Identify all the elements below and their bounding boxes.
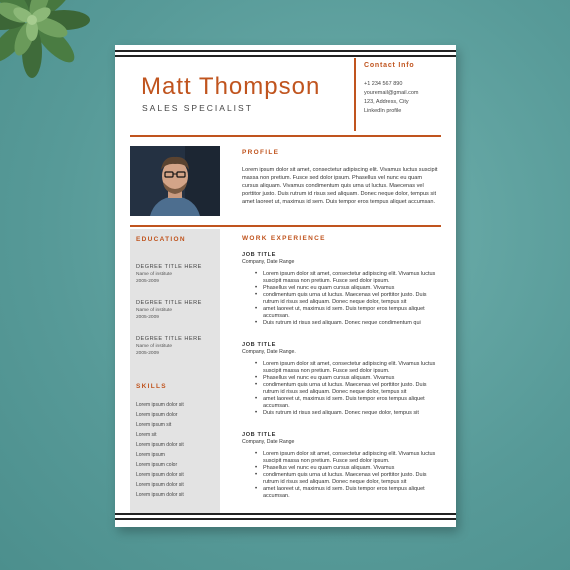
profile-photo: [130, 146, 220, 216]
job-title-2: JOB TITLE: [242, 342, 276, 348]
education-heading: EDUCATION: [136, 236, 186, 243]
education-degree-1: DEGREE TITLE HERE: [136, 264, 202, 270]
education-years-3: 2005-2009: [136, 351, 159, 356]
candidate-role: SALES SPECIALIST: [142, 103, 253, 113]
skill-item: Lorem ipsum: [136, 452, 165, 458]
top-border-line-2: [115, 55, 456, 57]
job-bullet: • amet laoreet ut, maximus id sem. Duis tempor eros tempus aliquet accumsan.: [255, 396, 440, 410]
skill-item: Lorem ipsum color: [136, 462, 178, 468]
profile-heading: PROFILE: [242, 149, 280, 156]
skill-item: Lorem ipsum dolor sit: [136, 482, 184, 488]
education-years-1: 2005-2009: [136, 279, 159, 284]
skill-item: Lorem sit: [136, 432, 157, 438]
contact-email: youremail@gmail.com: [364, 90, 419, 96]
job-company-2: Company, Date Range.: [242, 349, 296, 355]
candidate-name: Matt Thompson: [141, 73, 321, 100]
contact-phone: +1 234 567 890: [364, 81, 403, 87]
education-years-2: 2005-2009: [136, 315, 159, 320]
top-border-line: [115, 50, 456, 52]
work-heading: WORK EXPERIENCE: [242, 235, 326, 242]
education-school-1: Name of institute: [136, 272, 172, 277]
education-degree-3: DEGREE TITLE HERE: [136, 336, 202, 342]
resume-page: [115, 45, 456, 527]
job-bullet: • amet laoreet ut, maximus id sem. Duis tempor eros tempus aliquet accumsan.: [255, 486, 440, 500]
bottom-border-line-2: [115, 518, 456, 520]
job-bullets-1: [255, 271, 440, 327]
skills-heading: SKILLS: [136, 383, 167, 390]
job-title-1: JOB TITLE: [242, 252, 276, 258]
job-company-3: Company, Date Range: [242, 439, 295, 445]
job-company-1: Company, Date Range: [242, 259, 295, 265]
header-divider: [354, 58, 356, 131]
skill-item: Lorem ipsum dolor sit: [136, 402, 184, 408]
education-degree-2: DEGREE TITLE HERE: [136, 300, 202, 306]
profile-rule: [130, 225, 441, 227]
job-bullet: • Lorem ipsum dolor sit amet, consectetur adipiscing elit. Vivamus luctus suscipit massa non pretium. Fusce sed dolor ipsum.: [255, 271, 440, 285]
skill-item: Lorem ipsum dolor sit: [136, 472, 184, 478]
job-bullet: • condimentum quis urna ut luctus. Maecenas vel porttitor justo. Duis rutrum id risus sed aliquam. Donec neque dolor, tempus sit: [255, 472, 440, 486]
skill-item: Lorem ipsum dolor sit: [136, 442, 184, 448]
skill-item: Lorem ipsum sit: [136, 422, 172, 428]
profile-text: Lorem ipsum dolor sit amet, consectetur adipiscing elit. Vivamus luctus suscipit massa non pretium. Fusce sed dolor ipsum. Phasellus vel nunc eu quam cursus aliquam. Vivamus condimentum quis urna ut luctus. Maecenas vel porttitor justo. Duis rutrum id risus sed aliquam. Donec neque dolor, tempus sit amet laoreet ut, maximus id sem. Duis tempor eros tempus aliquet accumsan.: [242, 167, 438, 205]
header-rule: [130, 135, 441, 137]
job-bullets-2: [255, 361, 440, 417]
job-bullet: • Lorem ipsum dolor sit amet, consectetur adipiscing elit. Vivamus luctus suscipit massa non pretium. Fusce sed dolor ipsum.: [255, 361, 440, 375]
job-bullet: • Phasellus vel nunc eu quam cursus aliquam. Vivamus: [255, 465, 440, 472]
education-school-2: Name of institute: [136, 308, 172, 313]
contact-linkedin: LinkedIn profile: [364, 108, 402, 114]
job-bullet: • Duis rutrum id risus sed aliquam. Donec neque dolor, tempus sit: [255, 410, 440, 417]
job-bullets-3: [255, 451, 440, 500]
job-bullet: • condimentum quis urna ut luctus. Maecenas vel porttitor justo. Duis rutrum id risus sed aliquam. Donec neque dolor, tempus sit: [255, 382, 440, 396]
contact-address: 123, Address, City: [364, 99, 409, 105]
job-bullet: • Phasellus vel nunc eu quam cursus aliquam. Vivamus: [255, 375, 440, 382]
education-school-3: Name of institute: [136, 344, 172, 349]
job-bullet: • amet laoreet ut, maximus id sem. Duis tempor eros tempus aliquet accumsan.: [255, 306, 440, 320]
job-bullet: • condimentum quis urna ut luctus. Maecenas vel porttitor justo. Duis rutrum id risus sed aliquam. Donec neque dolor, tempus sit: [255, 292, 440, 306]
skill-item: Lorem ipsum dolor sit: [136, 492, 184, 498]
job-bullet: • Phasellus vel nunc eu quam cursus aliquam. Vivamus: [255, 285, 440, 292]
job-title-3: JOB TITLE: [242, 432, 276, 438]
job-bullet: • Lorem ipsum dolor sit amet, consectetur adipiscing elit. Vivamus luctus suscipit massa non pretium. Fusce sed dolor ipsum.: [255, 451, 440, 465]
contact-heading: Contact Info: [364, 62, 415, 69]
bottom-border-line: [115, 513, 456, 515]
job-bullet: • Duis rutrum id risus sed aliquam. Donec neque condimentum qui: [255, 320, 440, 327]
succulent-plant-image: [0, 0, 120, 105]
skill-item: Lorem ipsum dolor: [136, 412, 178, 418]
